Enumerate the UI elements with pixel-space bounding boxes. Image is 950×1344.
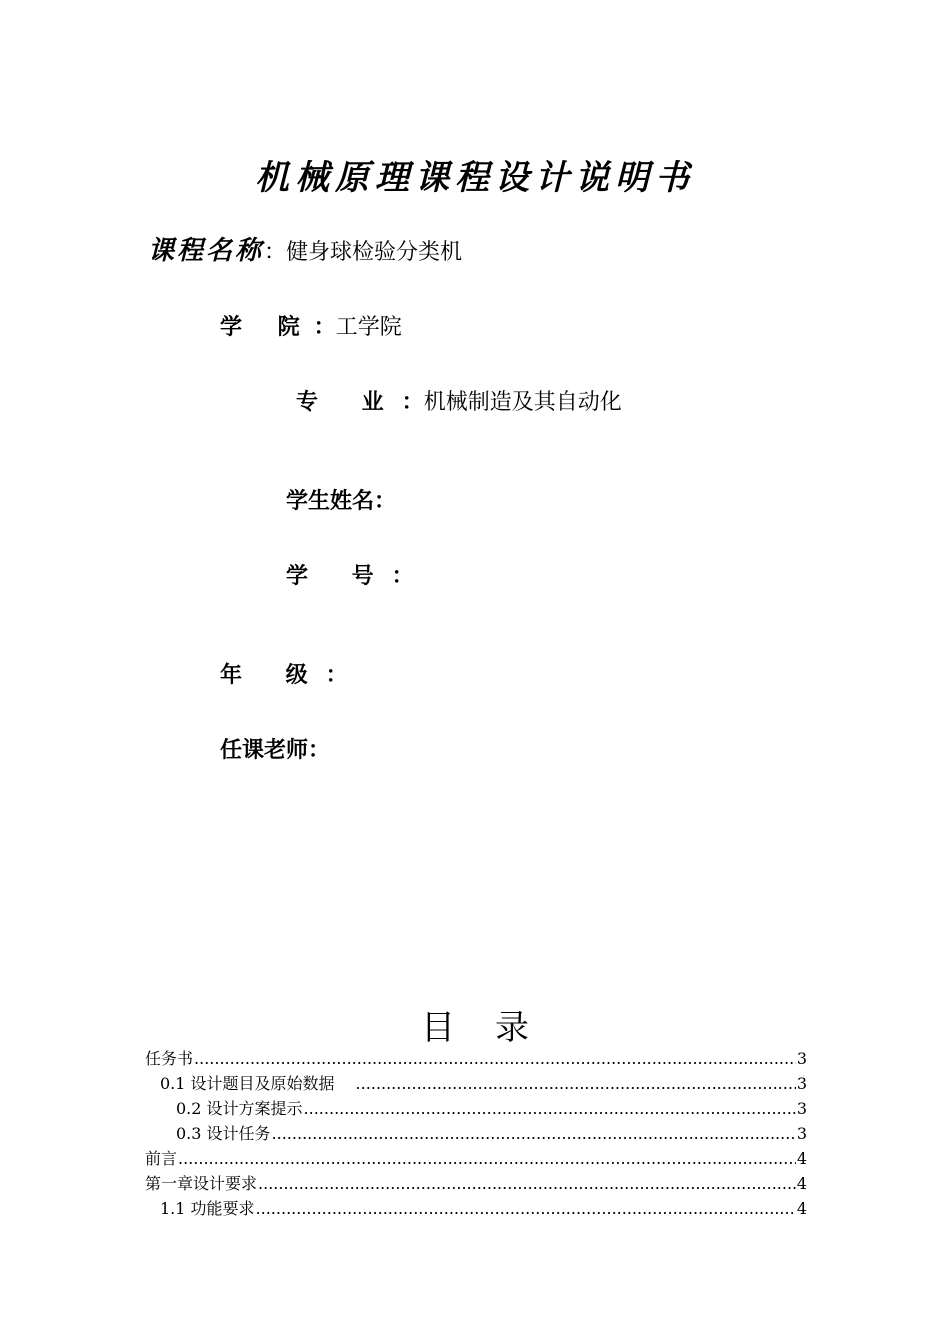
toc-leader xyxy=(304,1096,796,1121)
course-name-label: 课程名称 xyxy=(148,236,265,266)
course-name-value: 健身球检验分类机 xyxy=(286,240,463,265)
toc-entry-page: 4 xyxy=(796,1174,807,1193)
toc-entry-page: 4 xyxy=(796,1199,807,1218)
major-label: 专 业 xyxy=(296,390,402,415)
toc-entry[interactable] xyxy=(145,1046,807,1071)
toc-entry[interactable] xyxy=(145,1146,807,1171)
grade-label: 年 级 xyxy=(220,663,326,688)
grade-row xyxy=(220,658,348,689)
student-id-row xyxy=(286,559,414,590)
major-sep: ： xyxy=(401,390,424,415)
student-id-label: 学 号 xyxy=(286,564,392,589)
college-label: 学 院 xyxy=(220,315,314,340)
teacher-row xyxy=(220,733,330,764)
toc-entry-text: 1.1 功能要求 xyxy=(160,1199,255,1218)
toc-leader xyxy=(194,1046,796,1071)
course-name-sep: ： xyxy=(264,240,287,265)
major-row xyxy=(296,385,622,416)
toc-title xyxy=(0,1000,950,1049)
toc-entry[interactable] xyxy=(145,1171,807,1196)
student-id-sep: ： xyxy=(391,564,414,589)
toc-entry[interactable] xyxy=(145,1071,807,1096)
toc-leader xyxy=(356,1071,796,1096)
toc-entry-text: 第一章设计要求 xyxy=(145,1174,258,1193)
toc-title-part: 目 xyxy=(421,1008,455,1048)
teacher-sep: ： xyxy=(308,738,331,763)
toc-entry-text: 0.2 设计方案提示 xyxy=(176,1099,303,1118)
toc-leader xyxy=(272,1121,796,1146)
toc-entry[interactable] xyxy=(145,1196,807,1221)
toc-title-part: 录 xyxy=(495,1008,529,1048)
toc-entry[interactable] xyxy=(145,1096,807,1121)
toc-leader xyxy=(256,1196,796,1221)
toc-entry[interactable] xyxy=(145,1121,807,1146)
college-row xyxy=(220,310,402,341)
toc-entry-text: 0.1 设计题目及原始数据 xyxy=(160,1074,335,1093)
teacher-label: 任课老师 xyxy=(220,738,309,763)
toc-entry-text: 0.3 设计任务 xyxy=(176,1124,271,1143)
document-title: 机械原理课程设计说明书 xyxy=(255,158,695,198)
toc-entry-page: 3 xyxy=(796,1049,807,1068)
major-value: 机械制造及其自动化 xyxy=(423,390,622,415)
course-name-row xyxy=(148,230,462,267)
student-name-label: 学生姓名 xyxy=(286,489,375,514)
toc-entry-page: 3 xyxy=(796,1124,807,1143)
student-name-sep: ： xyxy=(374,489,397,514)
grade-sep: ： xyxy=(325,663,348,688)
table-of-contents xyxy=(145,1046,807,1221)
college-sep: ： xyxy=(313,315,336,340)
toc-leader xyxy=(258,1171,796,1196)
toc-entry-text: 前言 xyxy=(145,1149,178,1168)
toc-entry-page: 3 xyxy=(796,1074,807,1093)
toc-entry-page: 4 xyxy=(796,1149,807,1168)
student-name-row xyxy=(286,484,396,515)
college-value: 工学院 xyxy=(335,315,402,340)
toc-leader xyxy=(178,1146,796,1171)
toc-entry-page: 3 xyxy=(796,1099,807,1118)
toc-entry-text: 任务书 xyxy=(145,1049,194,1068)
